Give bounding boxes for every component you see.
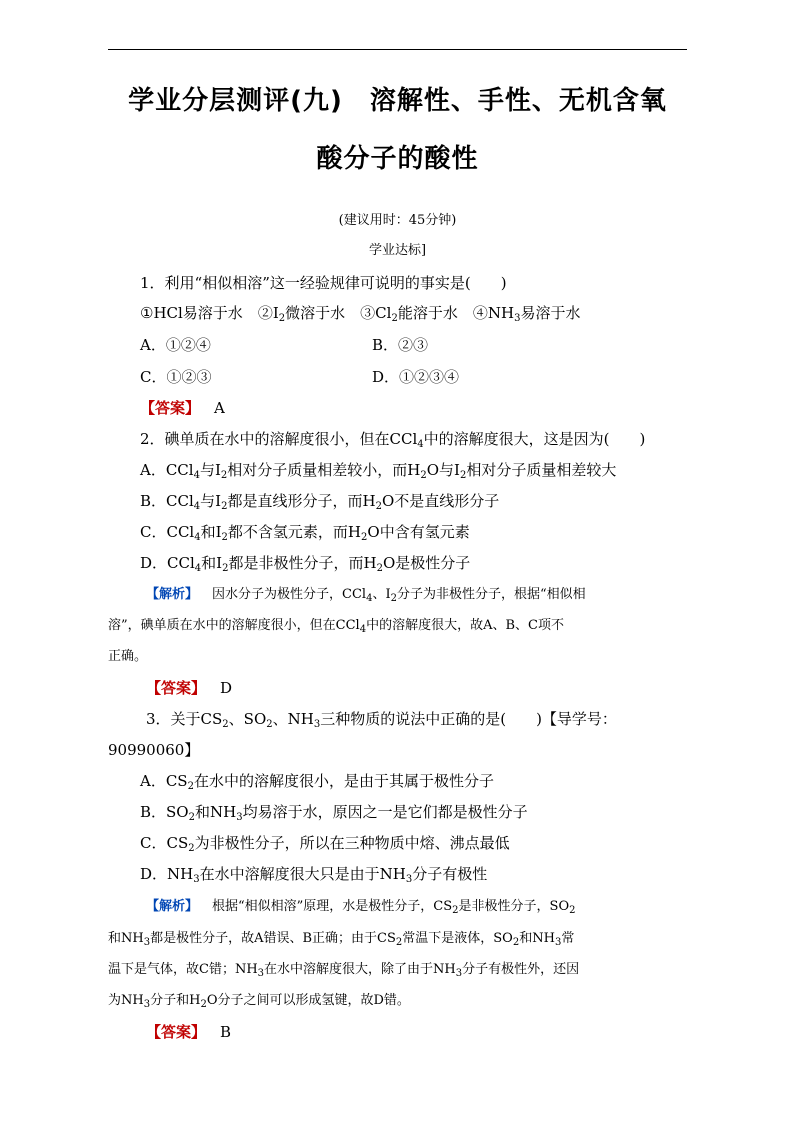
q2-option-d: D．CCl$_4$和$I_2$都是非极性分子，而$H_2O$是极性分子 <box>140 554 471 574</box>
q1-stem: 1．利用“相似相溶”这一经验规律可说明的事实是( ) <box>140 274 507 292</box>
q3-analysis-1: 【解析】 根据“相似相溶”原理，水是极性分子，$CS_2$是非极性分子，$SO_2$ <box>146 899 576 916</box>
page-title-line2: 酸分子的酸性 <box>316 144 479 174</box>
analysis-label: 【解析】 <box>146 899 199 914</box>
q3-analysis-2: 和$NH_3$都是极性分子，故A错误、B正确；由于$CS_2$常温下是液体，$SO_2$和$NH_3$常 <box>108 931 575 948</box>
analysis-label: 【解析】 <box>146 587 199 602</box>
q1-option-d: D．①②③④ <box>372 368 460 386</box>
q3-stem: 3．关于$CS_2$、$SO_2$、$NH_3$三种物质的说法中正确的是( )【导学号： <box>146 710 617 730</box>
q2-option-c: C．CCl$_4$和$I_2$都不含氢元素，而$H_2O$中含有氢元素 <box>140 523 470 543</box>
header-rule <box>108 49 687 50</box>
q3-analysis-3: 温下是气体，故C错；$NH_3$在水中溶解度很大，除了由于$NH_3$分子有极性外，还因 <box>108 962 580 979</box>
q3-option-d: D．$NH_3$在水中溶解度很大只是由于$NH_3$分子有极性 <box>140 865 488 885</box>
q2-analysis-3: 正确。 <box>108 649 148 664</box>
q2-option-b: B．CCl$_4$与$I_2$都是直线形分子，而$H_2O$不是直线形分子 <box>140 492 500 512</box>
answer-label: 【答案】 <box>140 399 201 417</box>
q3-stem-2: 90990060】 <box>108 741 200 759</box>
q3-option-b: B．$SO_2$和$NH_3$均易溶于水，原因之一是它们都是极性分子 <box>140 803 528 823</box>
q1-option-c: C．①②③ <box>140 368 212 386</box>
q3-option-a: A．$CS_2$在水中的溶解度很小，是由于其属于极性分子 <box>140 772 494 792</box>
q2-option-a: A．CCl$_4$与$I_2$相对分子质量相差较小，而$H_2O$与$I_2$相对分子质量相差较大 <box>140 461 617 481</box>
q1-answer: 【答案】 A <box>140 399 225 417</box>
q1-option-b: B．②③ <box>372 336 429 354</box>
q3-option-c: C．$CS_2$为非极性分子，所以在三种物质中熔、沸点最低 <box>140 834 510 854</box>
answer-label: 【答案】 <box>146 1023 207 1041</box>
q2-analysis-2: 溶”，碘单质在水中的溶解度很小，但在CCl$_4$中的溶解度很大，故A、B、C项不 <box>108 618 564 635</box>
answer-label: 【答案】 <box>146 679 207 697</box>
q3-analysis-4: 为$NH_3$分子和$H_2O$分子之间可以形成氢键，故D错。 <box>108 993 410 1010</box>
q2-analysis-1: 【解析】 因水分子为极性分子，CCl$_4$、$I_2$分子为非极性分子，根据“相似相 <box>146 587 586 604</box>
page-title: 学业分层测评(九) 溶解性、手性、无机含氧 <box>128 86 667 116</box>
q3-answer: 【答案】 B <box>146 1023 232 1041</box>
time-note: (建议用时：45分钟) <box>338 213 457 228</box>
q2-stem: 2．碘单质在水中的溶解度很小，但在CCl$_4$中的溶解度很大，这是因为( ) <box>140 430 646 450</box>
section-heading: 学业达标] <box>368 243 427 258</box>
q1-option-a: A．①②④ <box>140 336 211 354</box>
q1-facts: ①HCl易溶于水 $②I_2$微溶于水 $③Cl_2$能溶于水 $④NH_3$易溶于水 <box>140 304 581 324</box>
q2-answer: 【答案】 D <box>146 679 233 697</box>
